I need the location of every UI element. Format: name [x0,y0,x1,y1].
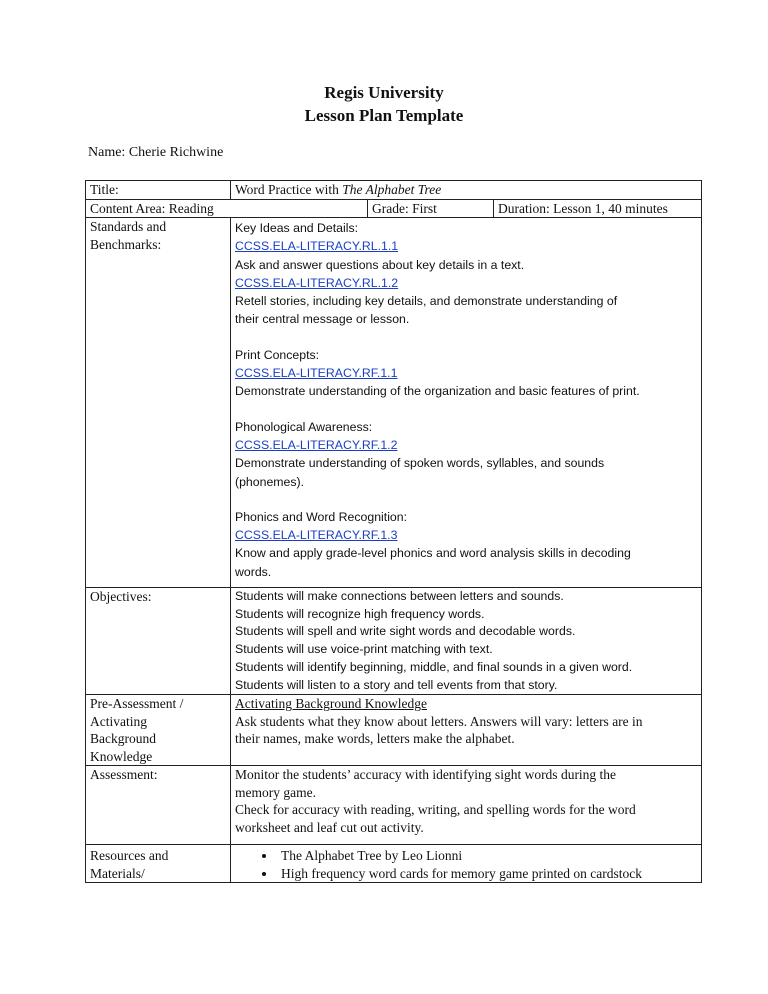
duration: Duration: Lesson 1, 40 minutes [498,200,668,216]
standard-text: Know and apply grade-level phonics and word analysis skills in decoding [235,546,631,561]
resource-item: • The Alphabet Tree by Leo Lionni [277,847,697,865]
pre-assessment-content [231,695,702,766]
standard-text: Ask and answer questions about key details in a text. [235,257,525,272]
standard-text: Demonstrate understanding of the organization and basic features of print. [235,384,640,399]
assessment-text: worksheet and leaf cut out activity. [235,819,424,835]
objectives-label: Objectives: [86,588,231,695]
assessment-text: Check for accuracy with reading, writing, and spelling words for the word [235,802,636,818]
pre-assessment-text: their names, make words, letters make the alphabet. [235,731,515,747]
assessment-text: Monitor the students’ accuracy with identifying sight words during the [235,767,617,783]
pre-assessment-text: Ask students what they know about letters. Answers will vary: letters are in [235,713,643,729]
objective-item: Students will spell and write sight words and decodable words. [235,624,576,639]
pre-assessment-label [86,695,231,766]
standard-link[interactable]: CCSS.ELA-LITERACY.RL.1.2 [235,275,399,290]
book-title: The Alphabet Tree [342,182,442,197]
objective-item: Students will identify beginning, middle, and final sounds in a given word. [235,659,633,674]
standard-text: words. [235,564,272,579]
content-row [86,199,702,218]
objective-item: Students will listen to a story and tell events from that story. [235,677,558,692]
standards-label-line2: Benchmarks: [90,236,162,252]
assessment-text: memory game. [235,784,316,800]
group-heading: Phonics and Word Recognition: [235,509,408,524]
pre-assessment-label-line: Background [90,731,156,747]
pre-assessment-row [86,695,702,766]
resources-label-line2: Materials/ [90,865,145,881]
group-heading: Key Ideas and Details: [235,221,359,235]
standard-link[interactable]: CCSS.ELA-LITERACY.RF.1.3 [235,528,398,543]
standard-link[interactable]: CCSS.ELA-LITERACY.RF.1.1 [235,366,398,381]
content-area: Content Area: Reading [86,200,368,218]
grade: Grade: First [368,200,494,218]
title-value [231,181,702,200]
teacher-name: Name: Cherie Richwine [88,145,224,160]
group-heading: Print Concepts: [235,347,320,362]
pre-assessment-label-line: Activating [90,713,147,729]
assessment-content [231,766,702,845]
pre-assessment-label-line: Pre-Assessment / [90,696,184,712]
lesson-plan-table [85,180,702,883]
title-row [86,181,702,200]
pre-assessment-label-line: Knowledge [90,748,153,764]
template-title: Lesson Plan Template [304,106,464,125]
standards-label [86,218,231,588]
pre-assessment-heading: Activating Background Knowledge [235,696,427,712]
resources-row [86,845,702,883]
title-prefix: Word Practice with [235,182,343,197]
resource-item: • High frequency word cards for memory game printed on cardstock [277,865,697,883]
standard-text: Demonstrate understanding of spoken words, syllables, and sounds [235,456,605,471]
resources-content [231,845,702,883]
standards-content [231,218,702,588]
resources-list [235,847,697,882]
objective-item: Students will recognize high frequency words. [235,606,485,621]
standard-link[interactable]: CCSS.ELA-LITERACY.RF.1.2 [235,437,398,452]
assessment-row [86,766,702,845]
standards-label-line1: Standards and [90,219,167,234]
standard-text: their central message or lesson. [235,312,410,327]
content-row-cell [86,199,702,218]
standard-text: Retell stories, including key details, and demonstrate understanding of [235,294,618,309]
objective-item: Students will make connections between letters and sounds. [235,589,564,604]
standard-text: (phonemes). [235,474,305,489]
objectives-content [231,588,702,695]
standards-row [86,218,702,588]
group-heading: Phonological Awareness: [235,419,373,434]
resources-label-line1: Resources and [90,848,169,864]
objectives-row [86,588,702,695]
university-title: Regis University [324,83,444,102]
objective-item: Students will use voice-print matching with text. [235,642,493,657]
title-label: Title: [86,181,231,200]
standard-link[interactable]: CCSS.ELA-LITERACY.RL.1.1 [235,239,399,254]
assessment-label: Assessment: [86,766,231,845]
resources-label [86,845,231,883]
